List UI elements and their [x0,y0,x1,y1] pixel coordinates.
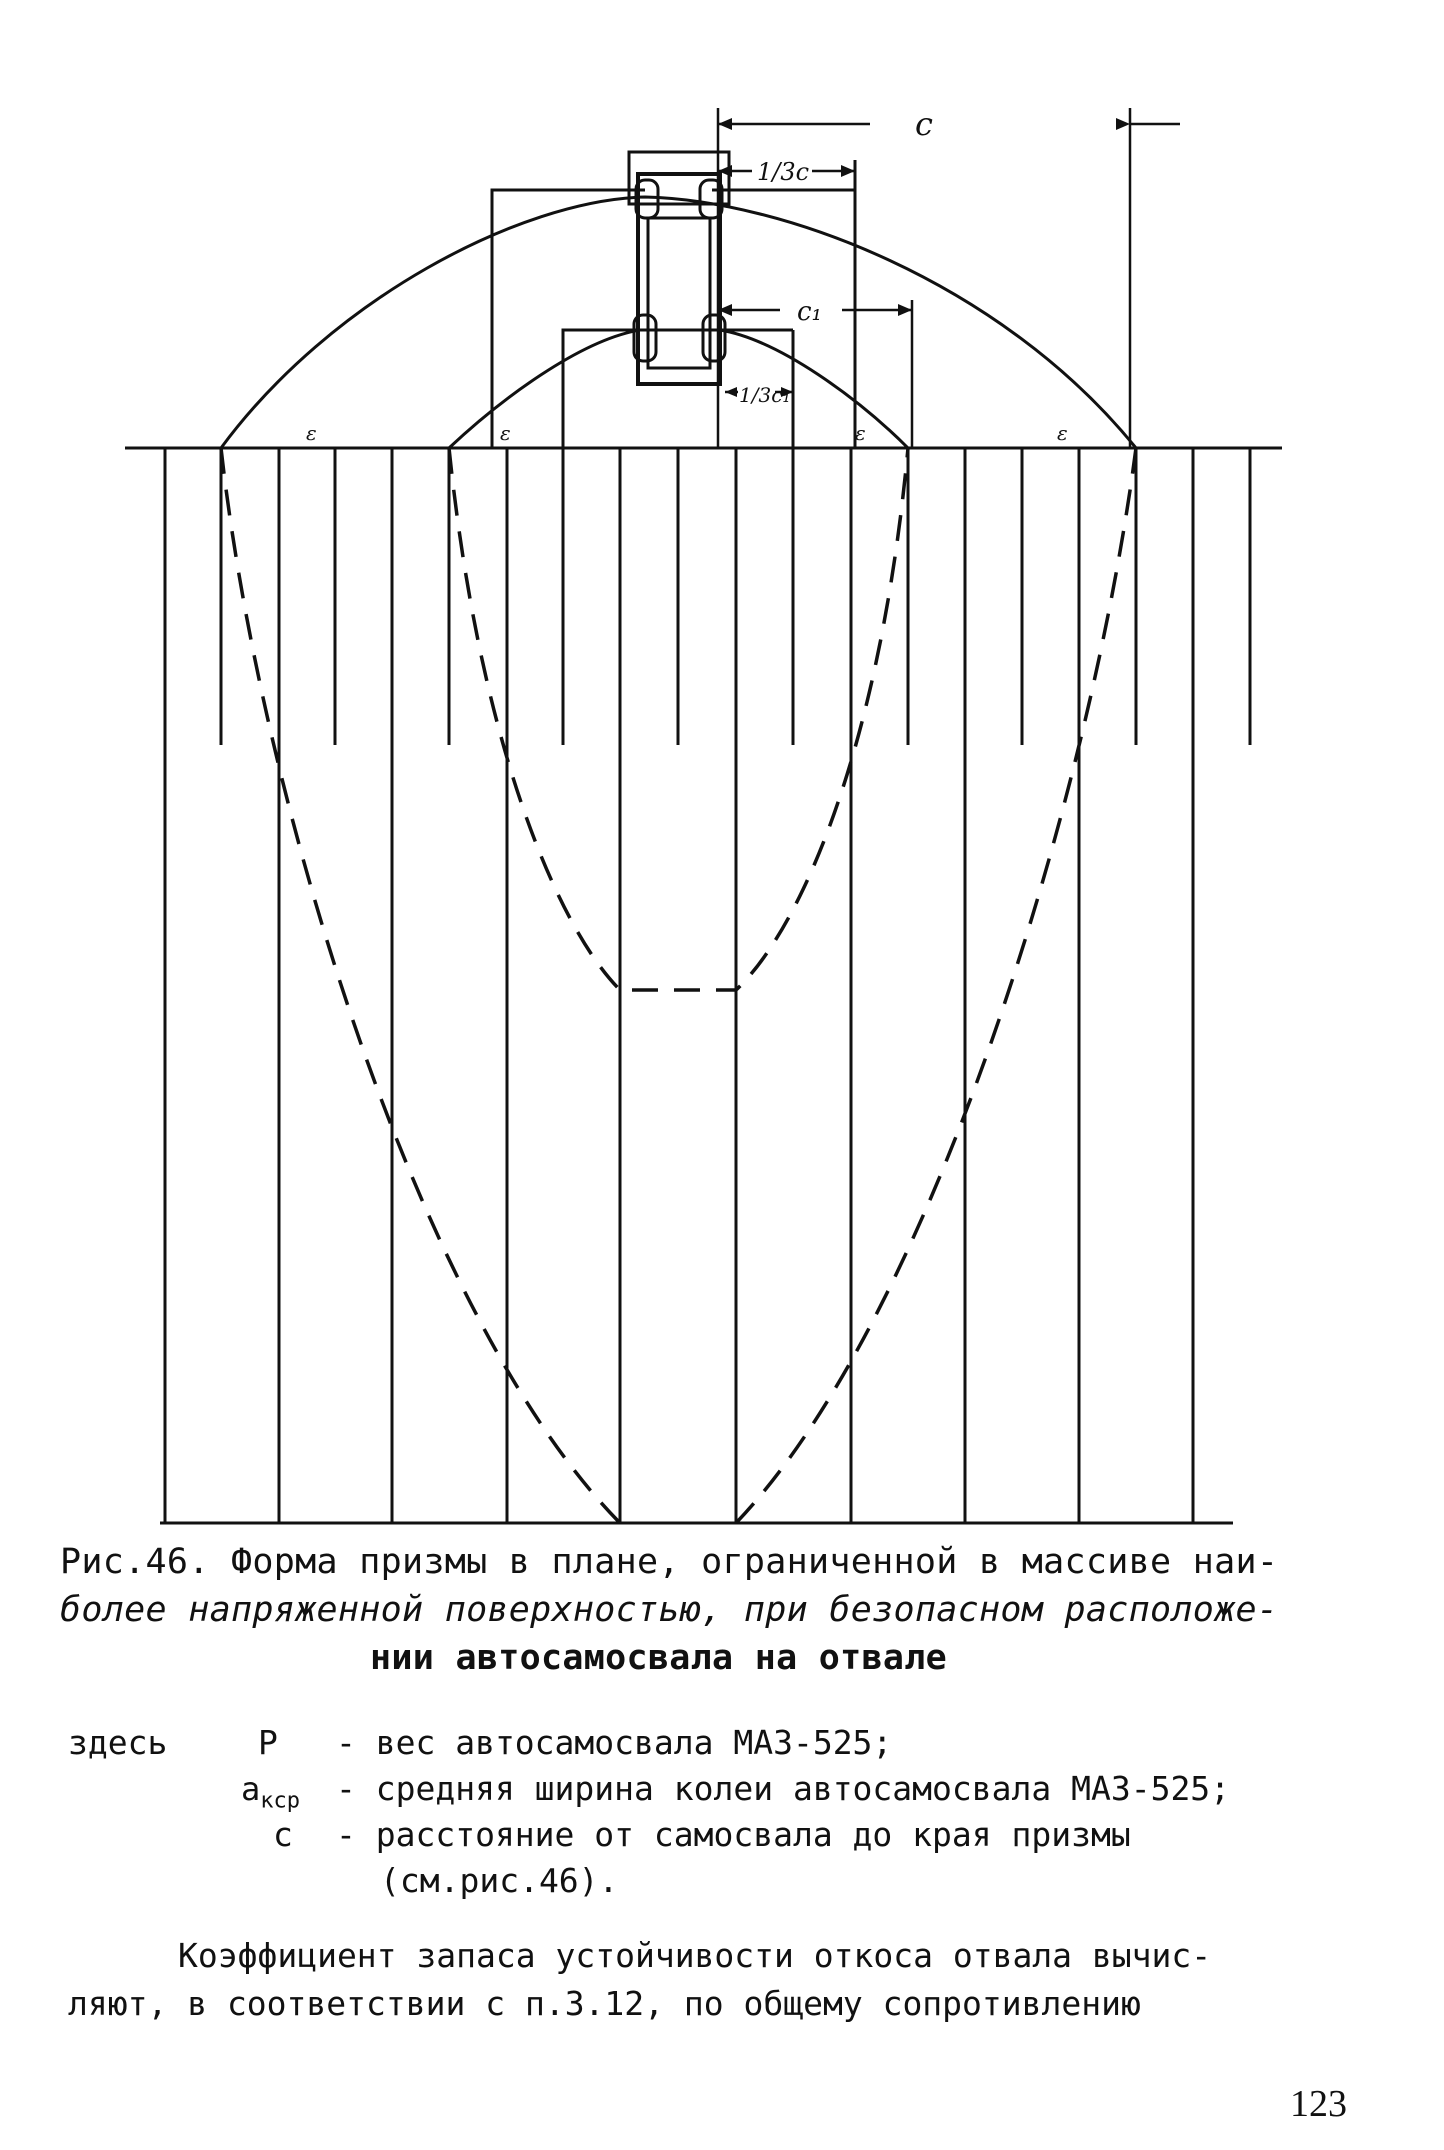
inner-reference-frame [563,330,640,448]
definition-row [68,1720,1408,1766]
inner-stress-arc [449,330,908,448]
definition-text: - вес автосамосвала МАЗ-525; [336,1723,893,1762]
definition-symbol: P [258,1723,278,1762]
body-paragraph [68,1932,1388,2028]
definition-continuation: (см.рис.46). [380,1861,619,1900]
paragraph-line-1: Коэффициент запаса устойчивости откоса отвала вычис- [178,1936,1212,1975]
definition-continuation-row [68,1858,1408,1904]
dump-truck-outline [629,152,729,384]
page-number: 123 [1290,2083,1347,2125]
definition-text: - средняя ширина колеи автосамосвала МАЗ-525; [336,1769,1231,1808]
angle-label-4: ε [1057,421,1068,445]
definition-row [68,1766,1408,1812]
definition-symbol: c [273,1815,293,1854]
label-c1: c₁ [797,297,822,327]
outer-prism-boundary-left [221,448,620,1523]
caption-line-1: Рис.46. Форма призмы в плане, ограниченной в массиве наи- [60,1542,1279,1582]
angle-label-3: ε [855,421,866,445]
definition-symbol: $a_{кср}$ [241,1770,301,1814]
definition-row [68,1812,1408,1858]
outer-prism-boundary-right [736,448,1136,1523]
label-third-c1: 1/3c₁ [739,383,791,407]
definition-text: - расстояние от самосвала до края призмы [336,1815,1131,1854]
label-c: c [915,105,933,143]
symbol-definitions [68,1720,1408,1904]
caption-line-2: более напряженной поверхностью, при безопасном расположе- [60,1590,1279,1630]
figure-caption [60,1538,1380,1682]
caption-line-3: нии автосамосвала на отвале [370,1638,948,1678]
outer-reference-frame [492,190,645,448]
angle-label-1: ε [306,421,317,445]
paragraph-line-2: ляют, в соответствии с п.3.12, по общему сопротивлению [68,1984,1141,2023]
outer-stress-arc [221,197,1136,448]
label-third-c: 1/3c [757,158,810,186]
definitions-lead: здесь [68,1723,168,1762]
angle-label-2: ε [500,421,511,445]
